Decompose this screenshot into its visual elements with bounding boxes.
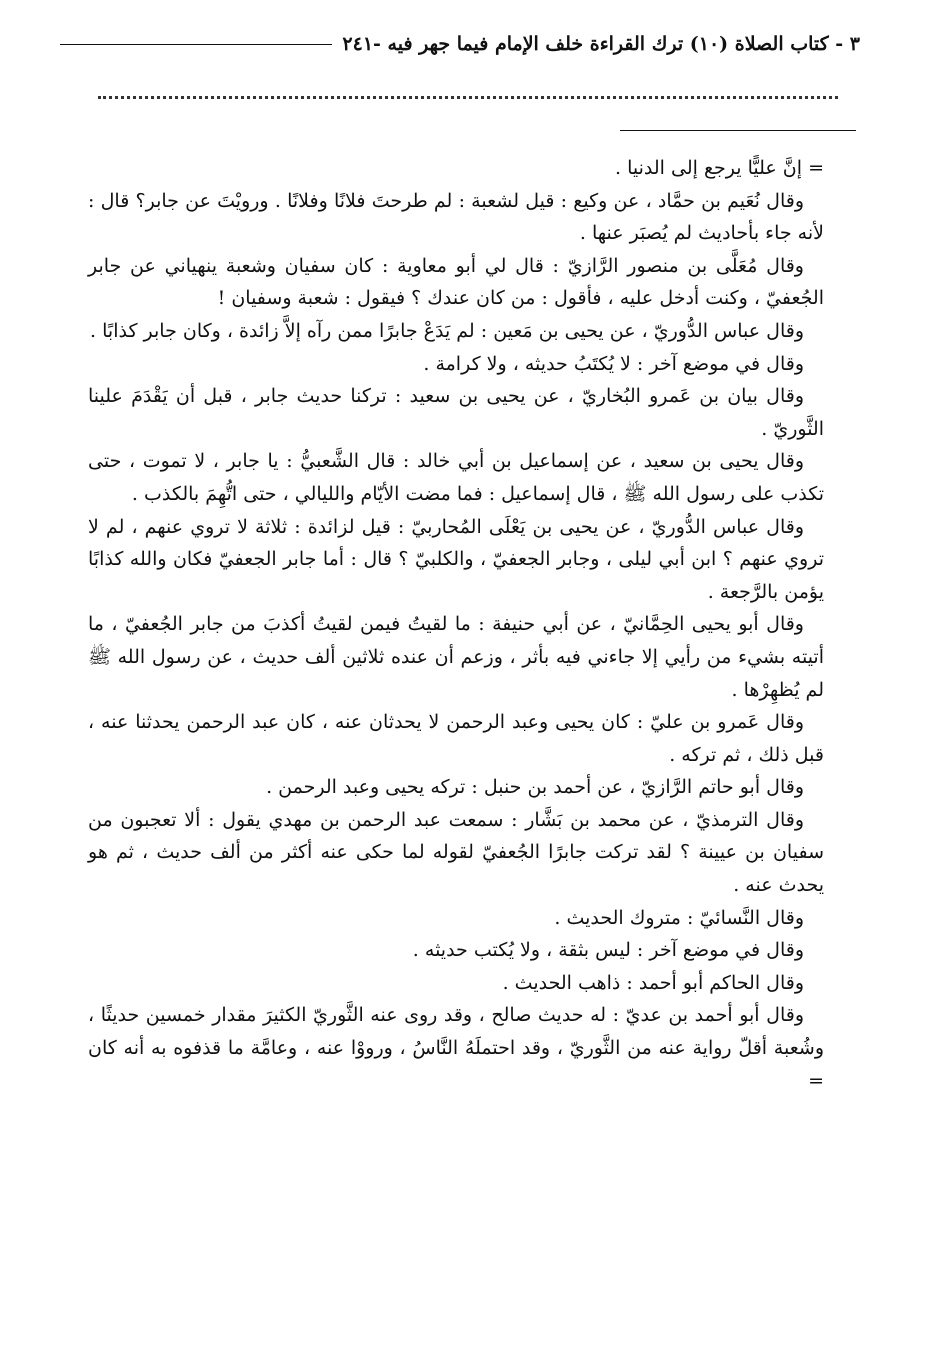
dotted-separator	[98, 96, 838, 105]
running-header	[60, 24, 860, 64]
paragraph: وقال أبو حاتم الرَّازيّ ، عن أحمد بن حنبل : تركه يحيى وعبد الرحمن .	[266, 776, 804, 799]
paragraph: وقال النَّسائيّ : متروك الحديث .	[554, 906, 804, 929]
paragraph: وقال في موضع آخر : لا يُكتَبُ حديثه ، ولا كرامة .	[423, 352, 804, 375]
paragraph: وقال في موضع آخر : ليس بثقة ، ولا يُكتب حديثه .	[412, 939, 804, 962]
paragraph: وقال أبو أحمد بن عديّ : له حديث صالح ، وقد روى عنه الثَّوريّ الكثيرَ مقدار خمسين حديثًا ، وشُعبة أقلّ رواية عنه من الثَّوريّ ، وقد احتملَهُ النَّاسُ ، ورووْا عنه ، وعامَّة ما قذفوه به أنه كان =	[88, 1004, 824, 1092]
footnote-text	[88, 152, 824, 1097]
paragraph: وقال أبو يحيى الحِمَّانيّ ، عن أبي حنيفة : ما لقيتُ فيمن لقيتُ أكذبَ من جابر الجُعفيّ ، ما أتيته بشيء من رأيي إلا جاءني فيه بأثر ، وزعم أن عنده ثلاثين ألف حديث ، عن رسول الله ﷺ لم يُظهِرْها .	[88, 613, 824, 701]
paragraph: وقال عباس الدُّوريّ ، عن يحيى بن مَعين : لم يَدَعْ جابرًا ممن رآه إلاَّ زائدة ، وكان جابر كذابًا .	[90, 319, 804, 342]
paragraph: وقال عَمرو بن عليّ : كان يحيى وعبد الرحمن لا يحدثان عنه ، كان عبد الرحمن يحدثنا عنه ، قبل ذلك ، ثم تركه .	[88, 711, 824, 766]
paragraph: وقال الترمذيّ ، عن محمد بن بَشَّار : سمعت عبد الرحمن بن مهدي يقول : ألا تعجبون من سفيان بن عيينة ؟ لقد تركت جابرًا الجُعفيّ لقوله لما حكى عنه أكثر من ألف حديث ، ثم هو يحدث عنه .	[88, 808, 824, 897]
footnote-rule	[620, 130, 856, 131]
paragraph: وقال عباس الدُّوريّ ، عن يحيى بن يَعْلَى المُحاربيّ : قيل لزائدة : ثلاثة لا تروي عنهم ، لم لا تروي عنهم ؟ ابن أبي ليلى ، وجابر الجعفيّ ، والكلبيّ ؟ قال : أما جابر الجعفيّ فكان والله كذابًا يؤمن بالرَّجعة .	[88, 515, 824, 603]
paragraph: وقال مُعَلَّى بن منصور الرَّازيّ : قال لي أبو معاوية : كان سفيان وشعبة ينهياني عن جابر الجُعفيّ ، وكنت أدخل عليه ، فأقول : من كان عندك ؟ فيقول : شعبة وسفيان !	[88, 254, 824, 310]
paragraph: وقال يحيى بن سعيد ، عن إسماعيل بن أبي خالد : قال الشَّعبيُّ : يا جابر ، لا تموت ، حتى تكذب على رسول الله ﷺ ، قال إسماعيل : فما مضت الأيّام والليالي ، حتى اتُّهِمَ بالكذب .	[88, 450, 824, 505]
paragraph: وقال الحاكم أبو أحمد : ذاهب الحديث .	[502, 971, 804, 994]
paragraph: = إنَّ عليًّا يرجع إلى الدنيا .	[615, 157, 824, 179]
page-header-title: ٣ - كتاب الصلاة (١٠) ترك القراءة خلف الإمام فيما جهر فيه -٢٤١	[342, 33, 860, 55]
paragraph: وقال نُعَيم بن حمَّاد ، عن وكيع : قيل لشعبة : لم طرحتَ فلانًا وفلانًا . ورويْتَ عن جابر؟ قال : لأنه جاء بأحاديث لم يُصبَر عنها .	[88, 189, 824, 245]
header-rule	[60, 44, 332, 45]
paragraph: وقال بيان بن عَمرو البُخاريّ ، عن يحيى بن سعيد : تركنا حديث جابر ، قبل أن يَقْدَمَ علينا الثَّوريّ .	[88, 385, 824, 440]
